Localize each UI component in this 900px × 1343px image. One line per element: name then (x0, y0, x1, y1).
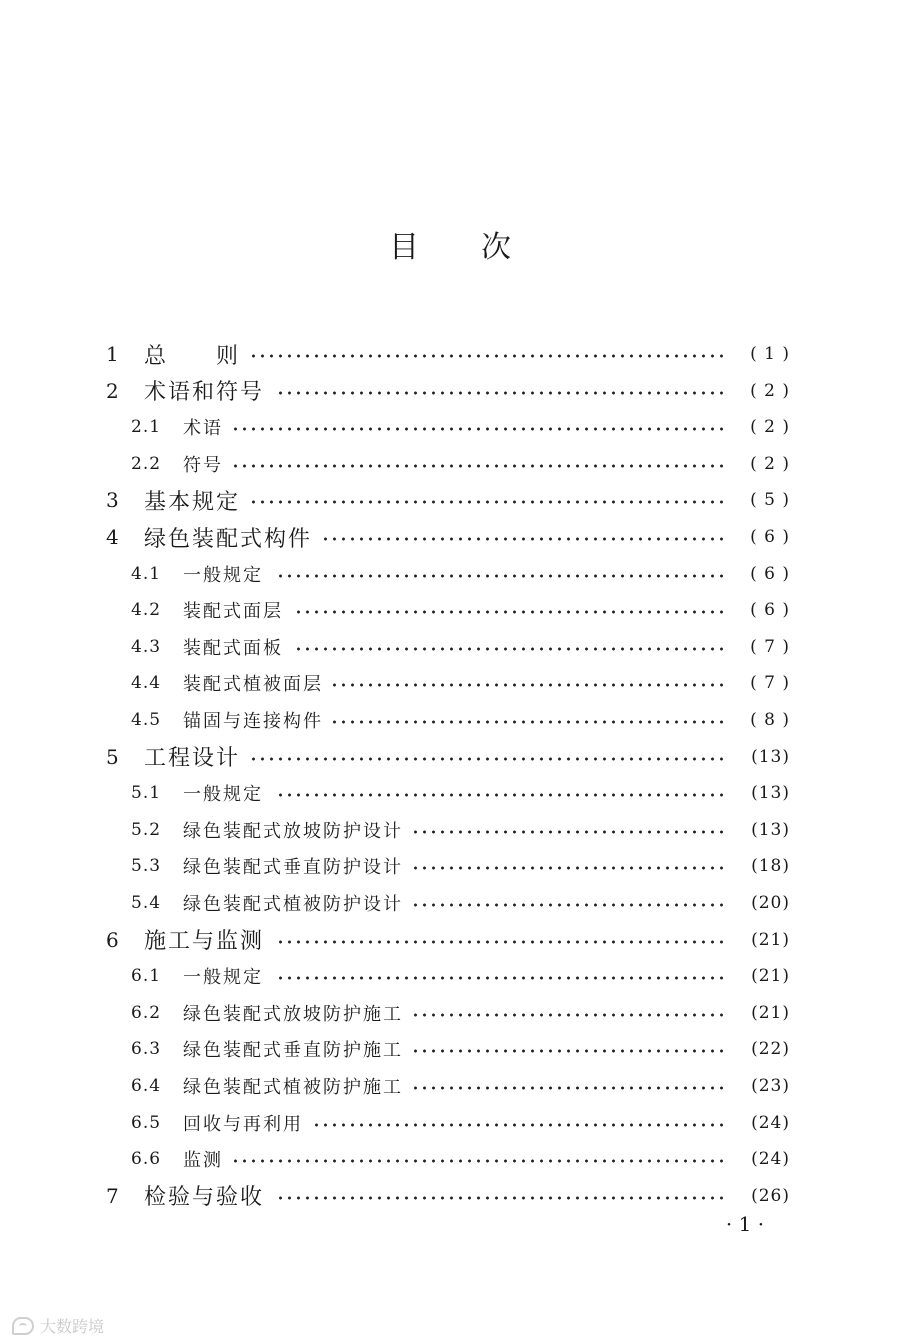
toc-dot-leader (274, 940, 726, 944)
toc-entry[interactable] (131, 1069, 790, 1103)
toc-entry[interactable] (131, 959, 790, 993)
toc-entry-page: (20) (751, 893, 790, 913)
toc-entry-page: ( 7 ) (750, 673, 790, 694)
toc-entry-label: 基本规定 (144, 489, 241, 515)
toc-entry[interactable] (131, 886, 790, 920)
toc-dot-leader (413, 903, 726, 907)
toc-entry-page: (13) (751, 819, 790, 840)
toc-entry-page: (24) (751, 1149, 790, 1170)
toc-entry-page: ( 2 ) (750, 453, 790, 474)
toc-entry-label: 绿色装配式构件 (144, 526, 313, 552)
toc-entry-number: 4.3 (131, 636, 162, 657)
page-title (0, 222, 900, 266)
toc-dot-leader (250, 500, 726, 504)
toc-dot-leader (273, 574, 726, 578)
toc-entry[interactable] (131, 996, 790, 1030)
toc-entry[interactable] (131, 666, 790, 700)
toc-entry-label: 回收与再利用 (183, 1113, 303, 1135)
toc-entry[interactable] (131, 1032, 790, 1066)
toc-entry[interactable] (106, 923, 790, 957)
toc-entry[interactable] (131, 557, 790, 591)
toc-entry-number: 4.5 (131, 710, 162, 730)
watermark-text: 大数跨境 (40, 1317, 105, 1336)
toc-entry-number: 6 (106, 927, 119, 952)
toc-entry-page: ( 6 ) (750, 527, 790, 547)
toc-dot-leader (413, 830, 726, 834)
toc-entry-label: 符号 (183, 454, 223, 476)
toc-entry-label: 术语 (183, 418, 223, 440)
toc-entry-number: 5.4 (131, 893, 162, 913)
toc-entry[interactable] (131, 849, 790, 883)
toc-entry-number: 7 (106, 1183, 119, 1208)
toc-dot-leader (273, 976, 726, 980)
toc-entry-number: 6.5 (131, 1112, 162, 1133)
toc-entry-label: 一般规定 (183, 784, 263, 806)
toc-entry-number: 4.2 (131, 600, 162, 621)
toc-entry-number: 6.3 (131, 1039, 162, 1060)
toc-entry-label: 装配式植被面层 (183, 674, 323, 696)
toc-entry-page: ( 2 ) (750, 380, 790, 401)
toc-entry-number: 3 (106, 488, 119, 513)
toc-entry-number: 2.1 (131, 417, 162, 438)
toc-dot-leader (333, 720, 726, 724)
toc-entry-label: 工程设计 (144, 746, 241, 772)
toc-entry-number: 6.1 (131, 966, 162, 987)
toc-dot-leader (274, 1196, 726, 1200)
toc-entry-page: (21) (751, 1002, 790, 1023)
toc-entry[interactable] (131, 410, 790, 444)
watermark (12, 1314, 104, 1337)
toc-entry-label: 绿色装配式植被防护施工 (183, 1077, 403, 1098)
chat-bubble-logo-icon (12, 1317, 34, 1335)
toc-entry-page: (21) (751, 966, 790, 987)
toc-entry-page: (13) (751, 746, 790, 767)
title-char-2: 次 (481, 230, 511, 265)
toc-entry-label: 检验与验收 (144, 1185, 265, 1211)
toc-entry-page: (21) (751, 929, 790, 950)
toc-entry-number: 2.2 (131, 453, 162, 474)
toc-entry[interactable] (131, 447, 790, 481)
toc-entry[interactable] (131, 1142, 790, 1176)
toc-entry-number: 4 (106, 525, 119, 549)
toc-dot-leader (413, 866, 726, 870)
toc-entry-page: (22) (751, 1039, 790, 1060)
toc-entry-number: 2 (106, 378, 119, 403)
toc-entry-number: 1 (106, 342, 119, 366)
toc-entry-number: 6.4 (131, 1076, 162, 1096)
toc-entry-label: 总 则 (144, 343, 241, 369)
toc-entry[interactable] (106, 520, 790, 554)
toc-entry[interactable] (131, 813, 790, 847)
toc-entry[interactable] (131, 630, 790, 664)
toc-entry-number: 5.2 (131, 819, 162, 840)
toc-entry-number: 6.6 (131, 1149, 162, 1170)
toc-dot-leader (273, 793, 726, 797)
page-number: · 1 · (725, 1212, 765, 1236)
toc-entry-label: 施工与监测 (144, 929, 265, 955)
toc-entry-page: ( 8 ) (750, 710, 790, 730)
toc-entry-page: (26) (751, 1185, 790, 1206)
toc-entry-label: 一般规定 (183, 967, 263, 989)
toc-dot-leader (322, 537, 726, 541)
toc-entry-label: 一般规定 (183, 564, 263, 586)
toc-entry-label: 绿色装配式放坡防护设计 (183, 820, 403, 842)
toc-entry-page: ( 6 ) (750, 600, 790, 621)
title-char-1: 目 (389, 230, 419, 265)
toc-entry-label: 锚固与连接构件 (183, 711, 323, 732)
toc-entry-label: 绿色装配式垂直防护施工 (183, 1040, 403, 1062)
toc-entry-number: 5.1 (131, 783, 162, 804)
toc-entry[interactable] (106, 483, 790, 517)
toc-dot-leader (293, 647, 726, 651)
toc-entry-label: 绿色装配式放坡防护施工 (183, 1003, 403, 1025)
toc-entry[interactable] (131, 776, 790, 810)
toc-dot-leader (413, 1049, 726, 1053)
toc-entry-label: 监测 (183, 1150, 223, 1172)
toc-entry-page: (24) (751, 1112, 790, 1133)
toc-entry-page: ( 6 ) (750, 563, 790, 584)
toc-entry-page: ( 7 ) (750, 636, 790, 657)
toc-entry-page: ( 2 ) (750, 417, 790, 438)
toc-entry[interactable] (131, 593, 790, 627)
toc-dot-leader (333, 683, 726, 687)
toc-entry-number: 5 (106, 744, 119, 769)
toc-entry-label: 术语和符号 (144, 380, 265, 406)
toc-entry-label: 绿色装配式垂直防护设计 (183, 857, 403, 879)
toc-entry[interactable] (106, 1179, 790, 1213)
toc-dot-leader (413, 1013, 726, 1017)
toc-entry[interactable] (106, 337, 790, 371)
toc-entry[interactable] (106, 374, 790, 408)
toc-dot-leader (250, 757, 726, 761)
toc-entry-label: 装配式面层 (183, 601, 283, 623)
toc-entry-page: ( 5 ) (750, 490, 790, 511)
toc-entry-number: 4.4 (131, 673, 162, 694)
toc-entry[interactable] (106, 740, 790, 774)
toc-dot-leader (413, 1086, 726, 1090)
toc-dot-leader (233, 427, 726, 431)
toc-entry-page: (23) (751, 1076, 790, 1096)
toc-dot-leader (233, 464, 726, 468)
toc-entry-number: 5.3 (131, 856, 162, 877)
toc-entry-label: 绿色装配式植被防护设计 (183, 894, 403, 915)
toc-dot-leader (233, 1159, 726, 1163)
toc-dot-leader (274, 391, 726, 395)
toc-dot-leader (250, 354, 726, 358)
toc-entry-page: (13) (751, 783, 790, 804)
toc-entry[interactable] (131, 1106, 790, 1140)
toc-entry-page: (18) (751, 856, 790, 877)
toc-entry[interactable] (131, 703, 790, 737)
toc-entry-label: 装配式面板 (183, 637, 283, 659)
toc-entry-number: 6.2 (131, 1002, 162, 1023)
toc-entry-number: 4.1 (131, 563, 162, 584)
toc-dot-leader (313, 1123, 726, 1127)
toc-dot-leader (293, 610, 726, 614)
toc-entry-page: ( 1 ) (750, 344, 790, 364)
